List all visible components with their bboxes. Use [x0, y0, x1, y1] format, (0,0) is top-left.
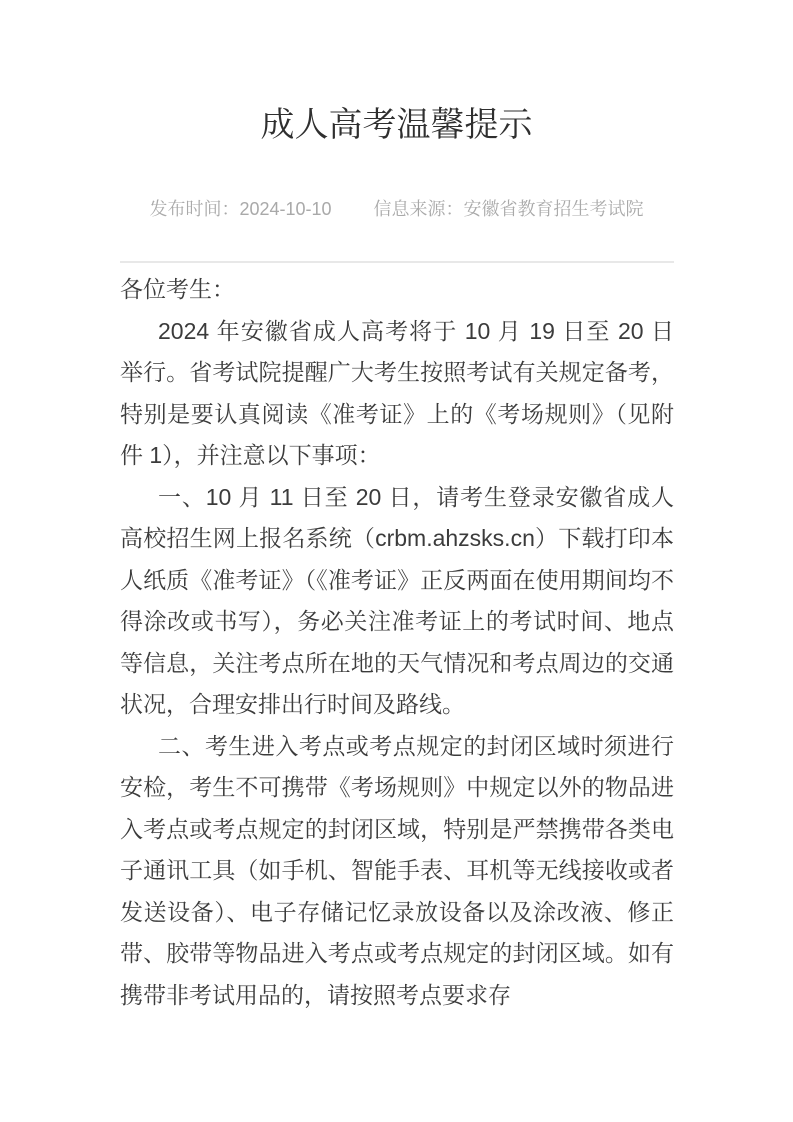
- info-source-value: 安徽省教育招生考试院: [463, 199, 644, 219]
- publish-time: [149, 196, 331, 222]
- meta-row: [0, 196, 793, 222]
- paragraph-item-2: 二、考生进入考点或考点规定的封闭区域时须进行安检，考生不可携带《考场规则》中规定以外的物品进入考点或考点规定的封闭区域，特别是严禁携带各类电子通讯工具（如手机、智能手表、耳机等无线接收或者发送设备）、电子存储记忆录放设备以及涂改液、修正带、胶带等物品进入考点或考点规定的封闭区域。如有携带非考试用品的，请按照考点要求存: [120, 732, 674, 1008]
- publish-time-value: 2024-10-10: [239, 199, 332, 219]
- info-source: [374, 196, 644, 222]
- info-source-label: 信息来源：: [373, 199, 464, 219]
- document-body: [120, 269, 674, 1016]
- salutation: 各位考生：: [120, 276, 235, 302]
- divider: [120, 261, 674, 263]
- page-title: 成人高考温馨提示: [260, 107, 533, 144]
- publish-time-label: 发布时间：: [149, 199, 240, 219]
- paragraph-item-1: 一、10 月 11 日至 20 日，请考生登录安徽省成人高校招生网上报名系统（crbm.ahzsks.cn）下载打印本人纸质《准考证》（《准考证》正反两面在使用期间均不得涂改或书写），务必关注准考证上的考试时间、地点等信息，关注考点所在地的天气情况和考点周边的交通状况，合理安排出行时间及路线。: [120, 483, 674, 717]
- paragraph-intro: 2024 年安徽省成人高考将于 10 月 19 日至 20 日举行。省考试院提醒广大考生按照考试有关规定备考，特别是要认真阅读《准考证》上的《考场规则》（见附件 1），并注意以下事项：: [120, 317, 674, 468]
